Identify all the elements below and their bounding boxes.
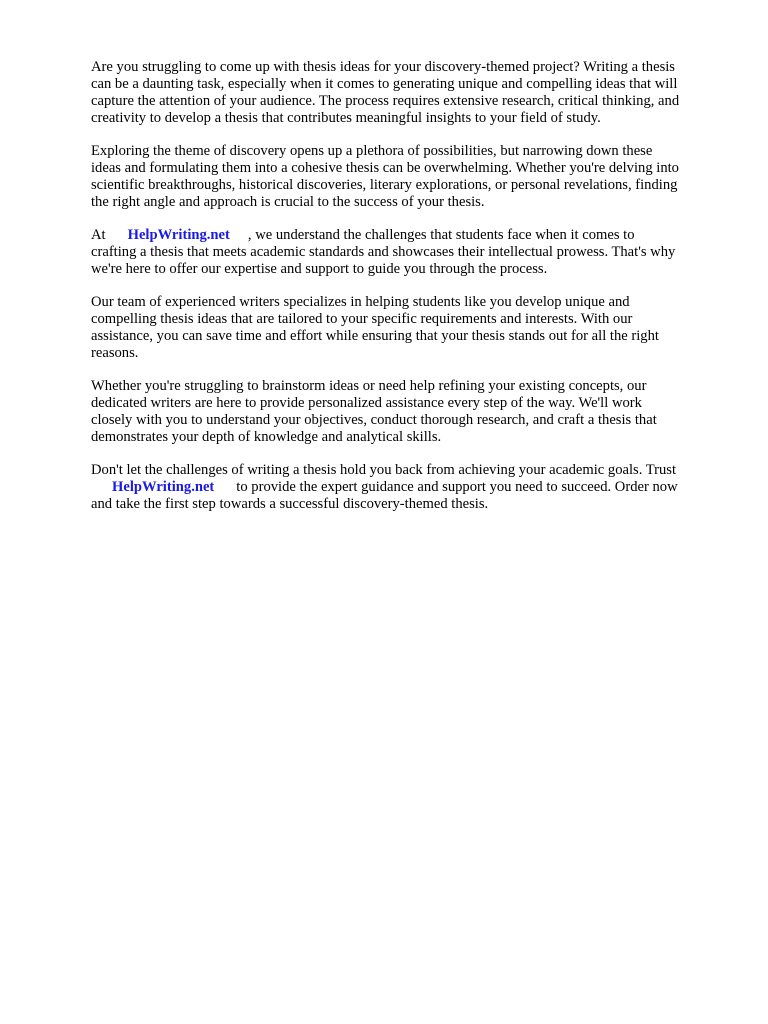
paragraph-support: Whether you're struggling to brainstorm ideas or need help refining your existing concepts, our dedicated writers are here to provide personalized assistance every step of the way. We'll work closely with you to understand your objectives, conduct thorough research, and craft a thesis that demonstrates your depth of knowledge and analytical skills.: [91, 378, 657, 445]
paragraph-closing: [91, 462, 717, 513]
paragraph-closing-rest: to provide the expert guidance and support you need to succeed. Order now and take the first step towards a successful discovery-themed thesis.: [91, 479, 678, 512]
helpwriting-link-closing[interactable]: HelpWriting.net: [112, 479, 215, 495]
helpwriting-link[interactable]: HelpWriting.net: [127, 227, 230, 243]
paragraph-intro: Are you struggling to come up with thesis ideas for your discovery-themed project? Writing a thesis can be a daunting task, especially when it comes to generating unique and compelling ideas that will capture the attention of your audience. The process requires extensive research, critical thinking, and creativity to develop a thesis that contributes meaningful insights to your field of study.: [91, 59, 680, 126]
paragraph-theme: Exploring the theme of discovery opens up a plethora of possibilities, but narrowing down these ideas and formulating them into a cohesive thesis can be overwhelming. Whether you're delving into scientific breakthroughs, historical discoveries, literary explorations, or personal revelations, finding the right angle and approach is crucial to the success of your thesis.: [91, 143, 679, 210]
paragraph-closing-lead: Don't let the challenges of writing a thesis hold you back from achieving your academic goals. Trust: [91, 462, 677, 478]
paragraph-service: [91, 227, 717, 278]
document-body: [91, 59, 717, 529]
paragraph-service-lead: At: [91, 227, 106, 243]
paragraph-service-rest: , we understand the challenges that students face when it comes to crafting a thesis that meets academic standards and showcases their intellectual prowess. That's why we're here to offer our expertise and support to guide you through the process.: [91, 227, 676, 277]
paragraph-team: Our team of experienced writers specializes in helping students like you develop unique and compelling thesis ideas that are tailored to your specific requirements and interests. With our assistance, you can save time and effort while ensuring that your thesis stands out for all the right reasons.: [91, 294, 659, 361]
